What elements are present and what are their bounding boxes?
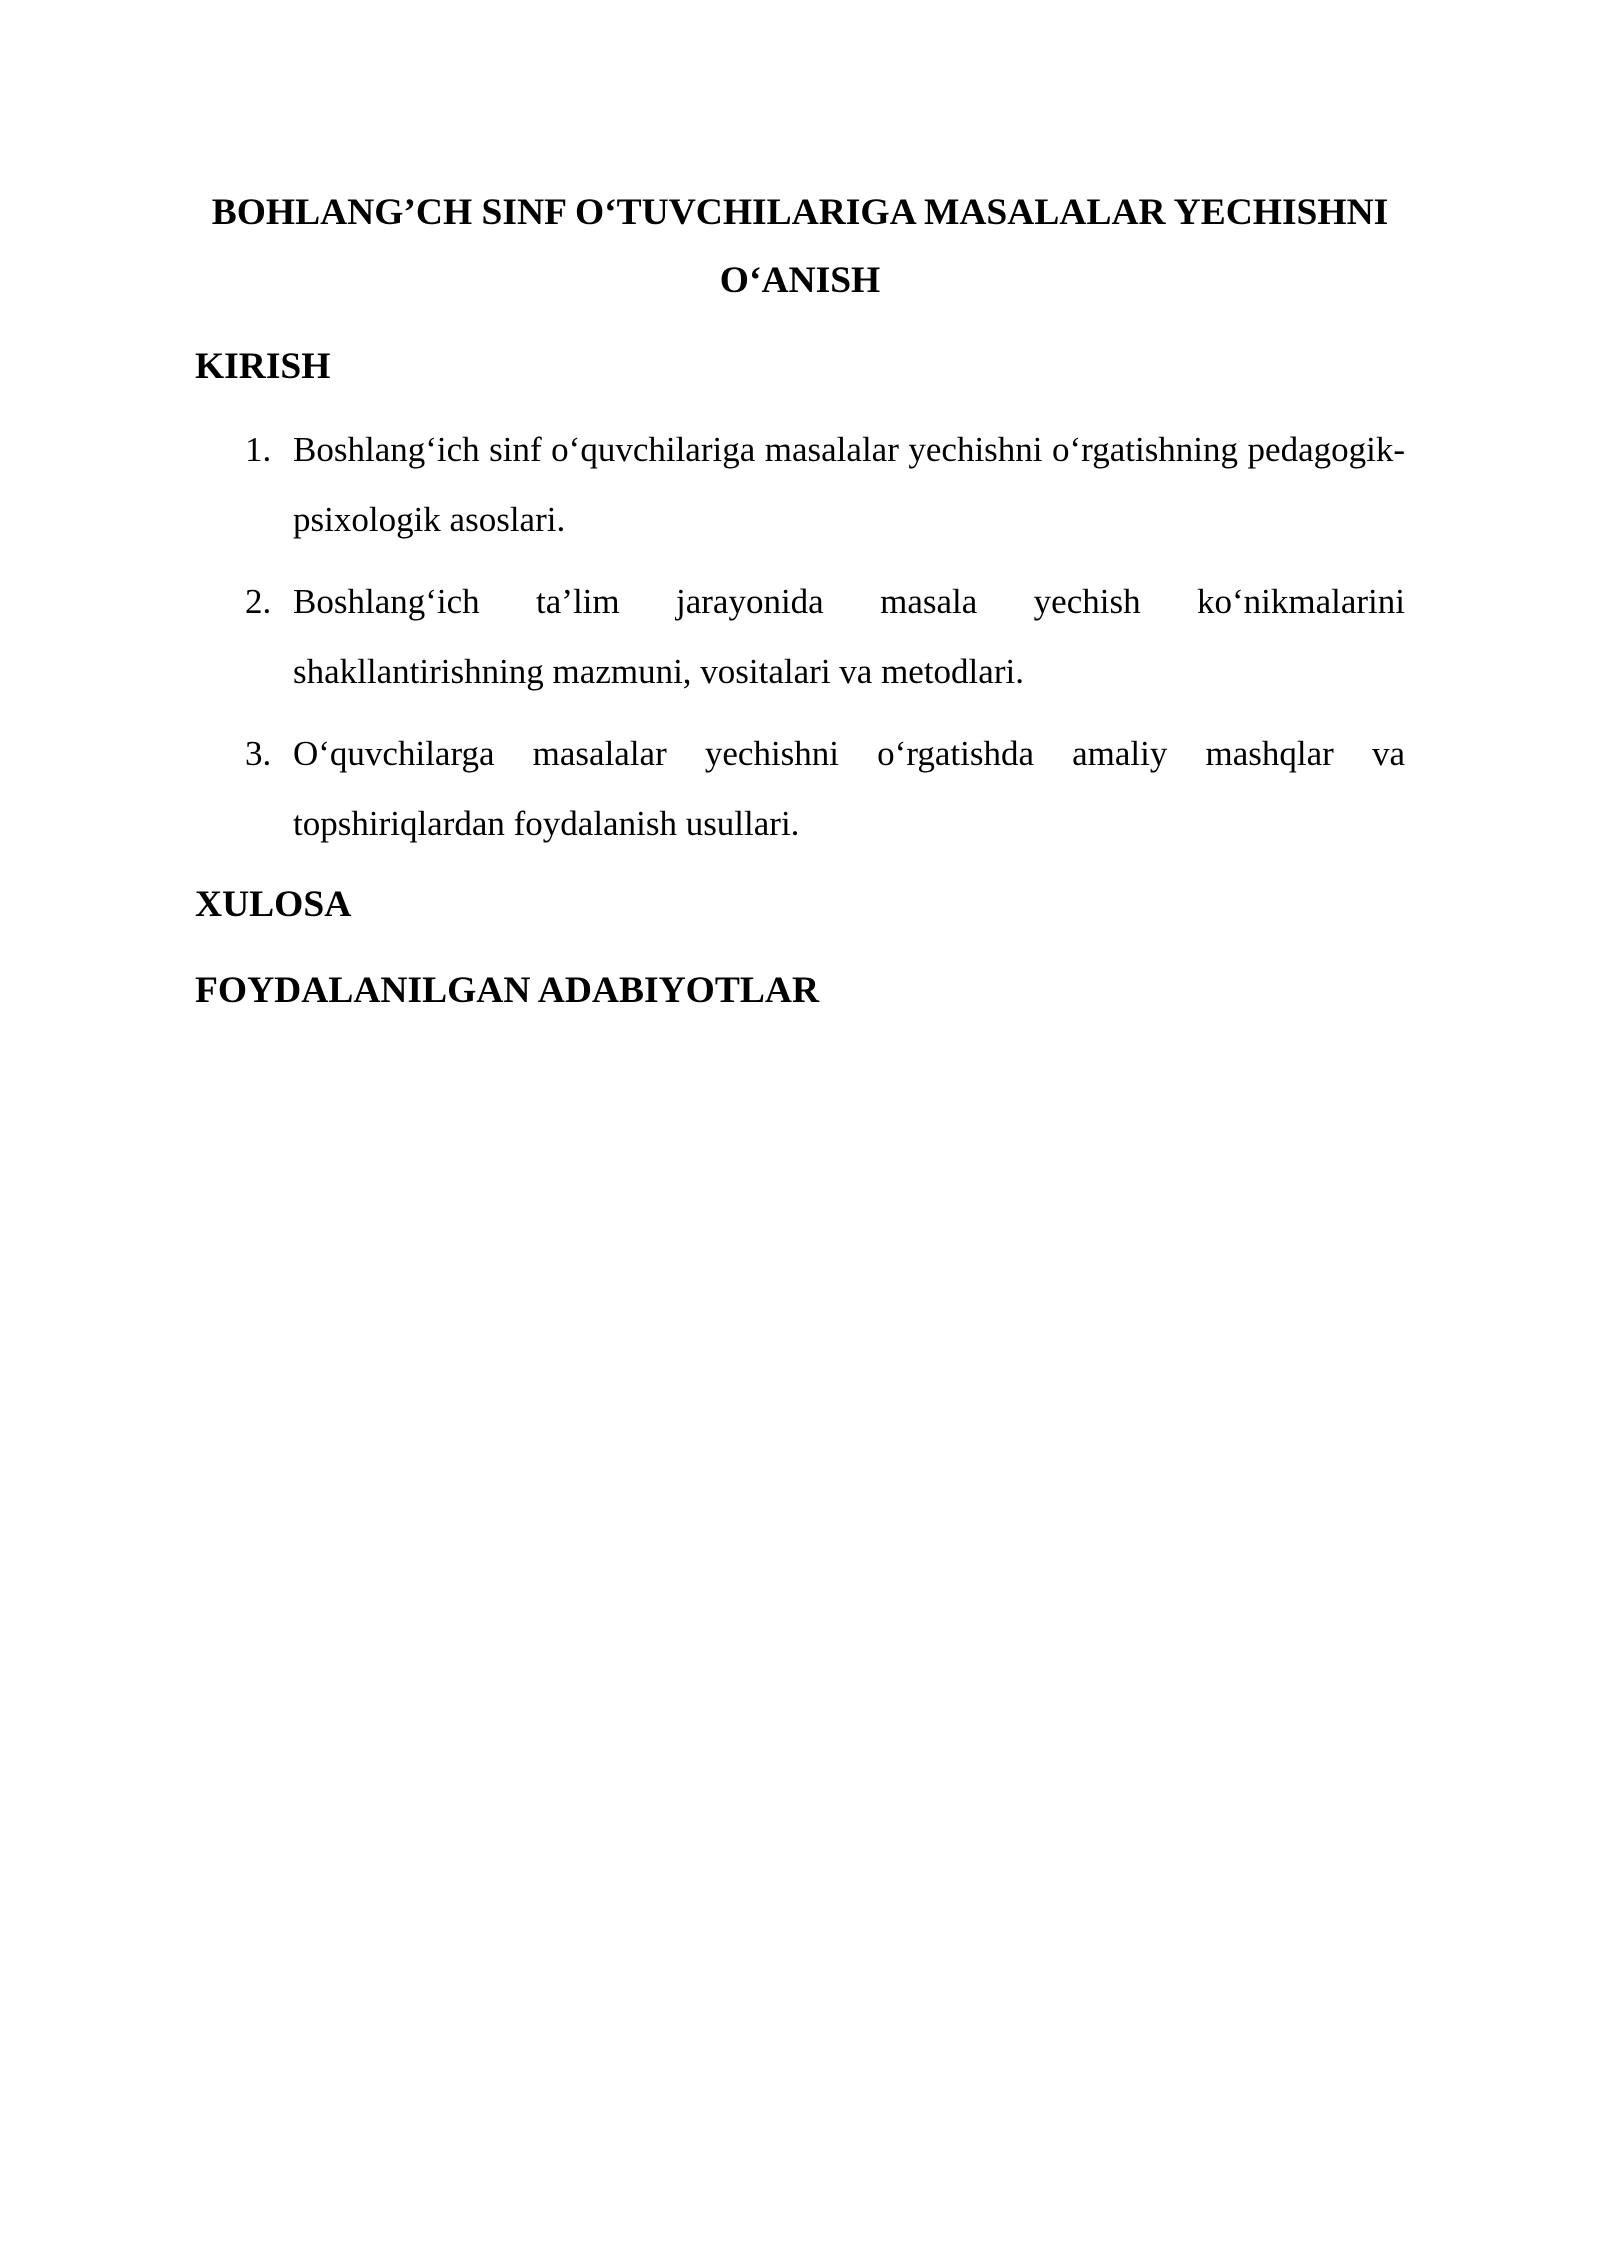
outline-list <box>195 415 1405 859</box>
heading-xulosa: XULOSA <box>195 884 352 925</box>
list-item-number: 1. <box>245 430 272 469</box>
list-item-text: Boshlang‘ich ta’lim jarayonida masala yechish ko‘nikmalarini shakllantirishning mazmuni, vositalari va metodlari. <box>293 582 1405 691</box>
title-line-1: BOHLANG’CH SINF O‘TUVCHILARIGA MASALALAR YECHISHNI <box>211 192 1389 233</box>
heading-adabiyotlar: FOYDALANILGAN ADABIYOTLAR <box>195 970 820 1011</box>
list-item-number: 3. <box>245 734 272 773</box>
list-item-text: Boshlang‘ich sinf o‘quvchilariga masalalar yechishni o‘rgatishning pedagogik-psixologik asoslari. <box>293 430 1405 539</box>
list-item-number: 2. <box>245 582 272 621</box>
list-item <box>195 415 1405 555</box>
list-item <box>195 719 1405 859</box>
list-item <box>195 567 1405 707</box>
title-line-2: O‘ANISH <box>719 260 881 301</box>
heading-kirish: KIRISH <box>195 346 331 387</box>
document-title <box>195 179 1405 315</box>
list-item-text: O‘quvchilarga masalalar yechishni o‘rgatishda amaliy mashqlar va topshiriqlardan foydalanish usullari. <box>293 734 1405 843</box>
document-content <box>195 0 1405 1025</box>
